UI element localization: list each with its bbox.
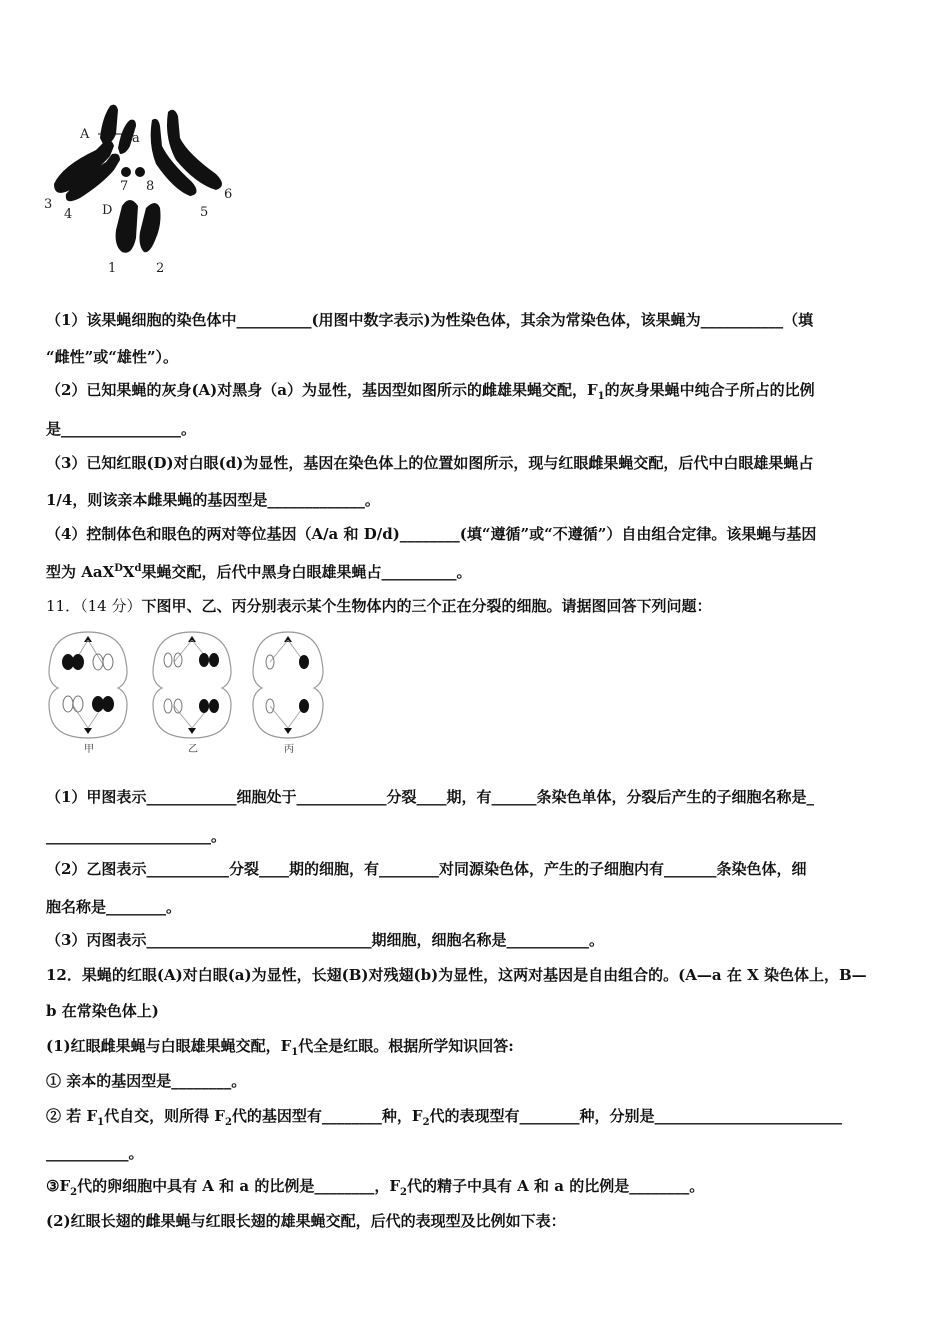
q11-part1-line1: （1）甲图表示____________细胞处于____________分裂____期，有______条染色单体，分裂后产生的子细胞名称是_ xyxy=(46,788,814,806)
label-7: 7 xyxy=(120,179,129,194)
q12-line4: ① 亲本的基因型是________。 xyxy=(46,1072,247,1090)
cell-label-bing: 丙 xyxy=(284,744,294,755)
cell-division-figure xyxy=(48,628,338,756)
q10-part2-line2: 是________________。 xyxy=(46,420,197,438)
q12-line8: (2)红眼长翅的雌果蝇与红眼长翅的雄果蝇交配，后代的表现型及比例如下表： xyxy=(46,1212,566,1230)
chromosome-8 xyxy=(135,167,145,177)
label-2: 2 xyxy=(156,261,165,276)
q11-part1-line2: ______________________。 xyxy=(46,827,227,845)
label-1: 1 xyxy=(108,261,117,276)
chromosome-2 xyxy=(140,203,161,252)
cell-label-jia: 甲 xyxy=(84,744,94,755)
q10-part1-line2: “雌性”或“雄性”）。 xyxy=(46,348,179,366)
q12-line7: $③F_2$代的卵细胞中具有 A 和 a 的比例是________，$F_2$代的精子中具有 A 和 a 的比例是________。 xyxy=(46,1177,705,1198)
label-a: a xyxy=(132,131,140,146)
cell-bing xyxy=(253,632,323,755)
label-3: 3 xyxy=(44,197,53,212)
label-D: D xyxy=(102,203,113,218)
q11-header: 11．（14 分）下图甲、乙、丙分别表示某个生物体内的三个正在分裂的细胞。请据图回答下列问题： xyxy=(46,597,712,615)
label-8: 8 xyxy=(146,179,155,194)
q10-part2-line1: （2）已知果蝇的灰身(A)对黑身（a）为显性，基因型如图所示的雌雄果蝇交配，$F_1$的灰身果蝇中纯合子所占的比例 xyxy=(46,381,815,402)
label-6: 6 xyxy=(224,187,233,202)
q12-line6: ___________。 xyxy=(46,1144,144,1162)
label-4: 4 xyxy=(64,207,73,222)
cell-jia xyxy=(49,632,127,755)
chromosome-1 xyxy=(116,200,138,253)
label-5: 5 xyxy=(200,205,209,220)
chromosome-7 xyxy=(121,167,131,177)
chromosome-figure xyxy=(40,98,240,280)
q10-part4-line1: （4）控制体色和眼色的两对等位基因（A/a 和 D/d)________(填“遵循”或“不遵循”）自由组合定律。该果蝇与基因 xyxy=(46,525,817,543)
q11-part2-line1: （2）乙图表示___________分裂____期的细胞，有________对同源染色体，产生的子细胞内有_______条染色体，细 xyxy=(46,860,807,878)
q11-part2-line2: 胞名称是________。 xyxy=(46,898,182,916)
q11-part3-line1: （3）丙图表示______________________________期细胞，细胞名称是___________。 xyxy=(46,931,604,949)
chromosome-3-arm xyxy=(100,105,118,146)
q12-line3: (1)红眼雌果蝇与白眼雄果蝇交配，$F_1$代全是红眼。根据所学知识回答: xyxy=(46,1037,514,1058)
q12-line2: b 在常染色体上) xyxy=(46,1002,159,1020)
q12-line1: 12．果蝇的红眼(A)对白眼(a)为显性，长翅(B)对残翅(b)为显性，这两对基因是自由组合的。(A—a 在 X 染色体上，B— xyxy=(46,966,867,984)
cell-yi xyxy=(153,632,231,755)
q10-part3-line2: 1/4，则该亲本雌果蝇的基因型是_____________。 xyxy=(46,491,380,509)
label-A: A xyxy=(80,127,90,142)
q10-part1-line1: （1）该果蝇细胞的染色体中__________(用图中数字表示)为性染色体，其余为常染色体，该果蝇为___________（填 xyxy=(46,311,814,329)
q10-part4-line2: 型为 $AaX^DX^d$果蝇交配，后代中黑身白眼雄果蝇占__________。 xyxy=(46,563,472,581)
q12-line5: ② 若 $F_1$代自交，则所得 $F_2$代的基因型有________种，$F_2$代的表现型有________种，分别是_________________________ xyxy=(46,1107,843,1128)
cell-label-yi: 乙 xyxy=(188,744,198,755)
q10-part3-line1: （3）已知红眼(D)对白眼(d)为显性，基因在染色体上的位置如图所示，现与红眼雌果蝇交配，后代中白眼雄果蝇占 xyxy=(46,454,814,472)
